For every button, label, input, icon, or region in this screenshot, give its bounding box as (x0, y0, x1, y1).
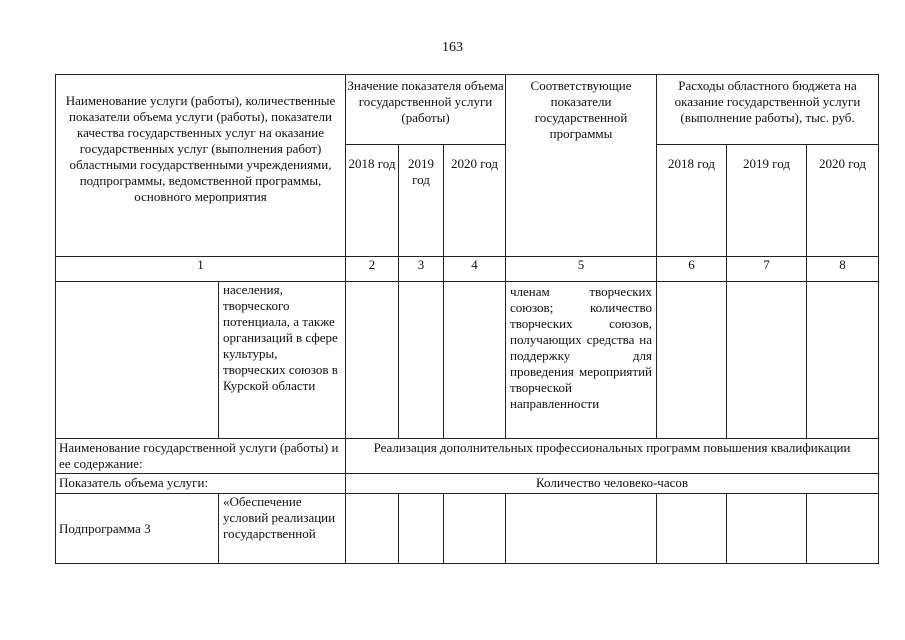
continuation-name-text: населения, творческого потенциала, а также организаций в сфере культуры, творческих союзов в Курской области (219, 282, 346, 439)
column-number-4: 4 (444, 257, 506, 282)
column-number-6: 6 (657, 257, 727, 282)
continuation-indicator-text: членам творческих союзов; количество творческих союзов, получающих средства на поддержку для проведения мероприятий творческой направленности (506, 282, 657, 439)
service-name-value: Реализация дополнительных профессиональных программ повышения квалификации (346, 439, 879, 474)
blank-cell (399, 282, 444, 439)
column-number-3: 3 (399, 257, 444, 282)
blank-cell (346, 282, 399, 439)
column-number-2: 2 (346, 257, 399, 282)
header-year-2018: 2018 год (346, 145, 399, 257)
blank-cell (657, 282, 727, 439)
header-expense-2020: 2020 год (807, 145, 879, 257)
header-expense-2019: 2019 год (727, 145, 807, 257)
blank-cell (506, 494, 657, 564)
budget-table (55, 74, 879, 564)
column-number-5: 5 (506, 257, 657, 282)
header-indicators-column: Соответствующие показатели государственной программы (506, 75, 657, 257)
blank-cell (399, 494, 444, 564)
blank-cell (444, 282, 506, 439)
blank-cell (807, 282, 879, 439)
column-number-1: 1 (56, 257, 346, 282)
header-name-column: Наименование услуги (работы), количественные показатели объема услуги (работы), показатели качества государственных услуг на оказание государственных услуг (выполнения работ) областными государственными учреждениями, подпрограммы, ведомственной программы, основного мероприятия (56, 75, 346, 257)
blank-cell (444, 494, 506, 564)
column-number-7: 7 (727, 257, 807, 282)
column-number-8: 8 (807, 257, 879, 282)
blank-cell (56, 282, 219, 439)
header-volume-group: Значение показателя объема государственной услуги (работы) (346, 75, 506, 145)
subprogram-label: Подпрограмма 3 (56, 494, 219, 564)
page-number: 163 (442, 40, 463, 55)
header-year-2019: 2019 год (399, 145, 444, 257)
header-expense-2018: 2018 год (657, 145, 727, 257)
blank-cell (346, 494, 399, 564)
volume-indicator-value: Количество человеко-часов (346, 474, 879, 494)
subprogram-text: «Обеспечение условий реализации государственной (219, 494, 346, 564)
blank-cell (727, 282, 807, 439)
header-year-2020: 2020 год (444, 145, 506, 257)
blank-cell (657, 494, 727, 564)
volume-indicator-label: Показатель объема услуги: (56, 474, 346, 494)
blank-cell (727, 494, 807, 564)
blank-cell (807, 494, 879, 564)
header-expenses-group: Расходы областного бюджета на оказание государственной услуги (выполнение работы), тыс. руб. (657, 75, 879, 145)
service-name-label: Наименование государственной услуги (работы) и ее содержание: (56, 439, 346, 474)
